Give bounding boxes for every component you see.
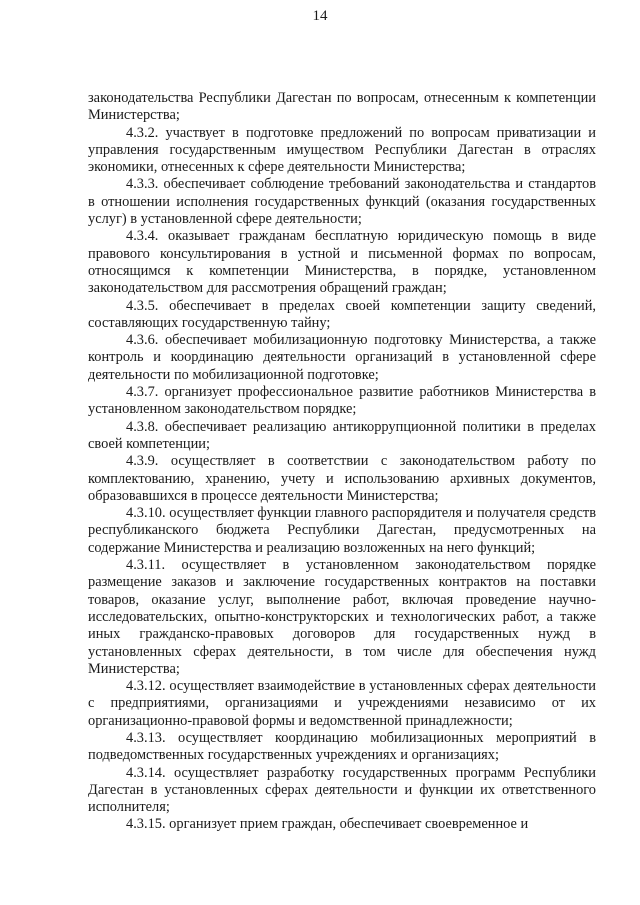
paragraph-4-3-11: 4.3.11. осуществляет в установленном законодательством порядке размещение заказов и заключение государственных контрактов на поставки товаров, оказание услуг, выполнение работ, включая проведение научно-исследовательских, опытно-конструкторских и технологических работ, а также иных гражданско-правовых договоров для государственных нужд в установленных сферах деятельности, в том числе для обеспечения нужд Министерства; [88,557,596,677]
paragraph-continuation: законодательства Республики Дагестан по вопросам, отнесенным к компетенции Министерства; [88,90,596,124]
paragraph-4-3-10: 4.3.10. осуществляет функции главного распорядителя и получателя средств республиканского бюджета Республики Дагестан, предусмотренных на содержание Министерства и реализацию возложенных на него функций; [88,505,596,556]
page-number: 14 [312,8,328,24]
paragraph-4-3-7: 4.3.7. организует профессиональное развитие работников Министерства в установленном законодательством порядке; [88,384,596,418]
document-body [88,90,596,834]
paragraph-4-3-2: 4.3.2. участвует в подготовке предложений по вопросам приватизации и управления государственным имуществом Республики Дагестан в отраслях экономики, отнесенных к сфере деятельности Министерства; [88,124,596,176]
paragraph-4-3-4: 4.3.4. оказывает гражданам бесплатную юридическую помощь в виде правового консультирования в устной и письменной формах по вопросам, относящимся к компетенции Министерства, в порядке, установленном законодательством для рассмотрения обращений граждан; [88,228,596,297]
paragraph-4-3-12: 4.3.12. осуществляет взаимодействие в установленных сферах деятельности с предприятиями, организациями и учреждениями независимо от их организационно-правовой формы и ведомственной принадлежности; [88,678,596,729]
paragraph-4-3-9: 4.3.9. осуществляет в соответствии с законодательством работу по комплектованию, хранению, учету и использованию архивных документов, образовавшихся в процессе деятельности Министерства; [88,453,596,504]
paragraph-4-3-5: 4.3.5. обеспечивает в пределах своей компетенции защиту сведений, составляющих государственную тайну; [88,297,596,331]
paragraph-4-3-8: 4.3.8. обеспечивает реализацию антикоррупционной политики в пределах своей компетенции; [88,418,596,452]
paragraph-4-3-6: 4.3.6. обеспечивает мобилизационную подготовку Министерства, а также контроль и координацию деятельности организаций в установленной сфере деятельности по мобилизационной подготовке; [88,332,596,383]
paragraph-4-3-3: 4.3.3. обеспечивает соблюдение требований законодательства и стандартов в отношении исполнения государственных функций (оказания государственных услуг) в установленной сфере деятельности; [88,176,596,228]
paragraph-4-3-13: 4.3.13. осуществляет координацию мобилизационных мероприятий в подведомственных государственных учреждениях и организациях; [88,729,596,764]
paragraph-4-3-15: 4.3.15. организует прием граждан, обеспечивает своевременное и [126,816,529,833]
paragraph-4-3-14: 4.3.14. осуществляет разработку государственных программ Республики Дагестан в установленных сферах деятельности и функции их ответственного исполнителя; [88,764,596,816]
